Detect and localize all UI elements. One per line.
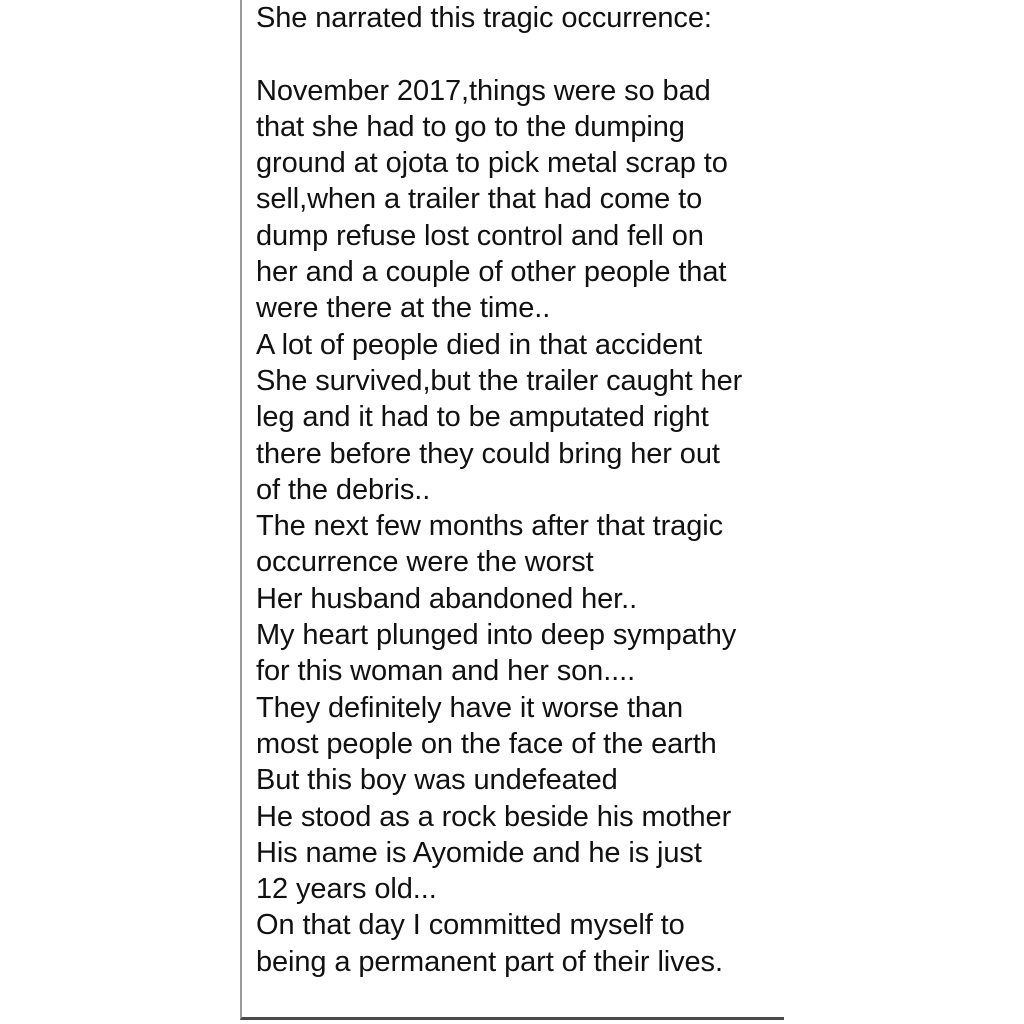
text-line: On that day I committed myself to — [256, 909, 685, 942]
text-line: The next few months after that tragic — [256, 510, 723, 543]
text-line: were there at the time.. — [256, 292, 551, 325]
text-line: My heart plunged into deep sympathy — [256, 619, 737, 652]
text-line: dump refuse lost control and fell on — [256, 219, 704, 252]
paragraph-spacer — [256, 36, 776, 72]
text-line: 12 years old... — [256, 873, 437, 906]
text-line: She survived,but the trailer caught her — [256, 364, 743, 397]
message-text — [256, 0, 776, 980]
text-line: most people on the face of the earth — [256, 727, 717, 760]
text-line: sell,when a trailer that had come to — [256, 183, 703, 216]
text-line: He stood as a rock beside his mother — [256, 800, 732, 833]
text-line: there before they could bring her out — [256, 437, 720, 470]
text-line: November 2017,things were so bad — [256, 74, 711, 107]
text-line: of the debris.. — [256, 473, 431, 506]
text-line: her and a couple of other people that — [256, 256, 727, 289]
text-line: His name is Ayomide and he is just — [256, 836, 702, 869]
intro-line: She narrated this tragic occurrence: — [256, 2, 712, 34]
text-line: for this woman and her son.... — [256, 655, 636, 688]
text-line: leg and it had to be amputated right — [256, 401, 709, 434]
text-line: being a permanent part of their lives. — [256, 945, 723, 978]
text-line: that she had to go to the dumping — [256, 110, 685, 143]
text-line: A lot of people died in that accident — [256, 328, 703, 361]
text-line: But this boy was undefeated — [256, 764, 618, 797]
text-line: Her husband abandoned her.. — [256, 582, 638, 615]
text-line: They definitely have it worse than — [256, 691, 683, 724]
text-line: ground at ojota to pick metal scrap to — [256, 147, 728, 180]
text-line: occurrence were the worst — [256, 546, 594, 579]
